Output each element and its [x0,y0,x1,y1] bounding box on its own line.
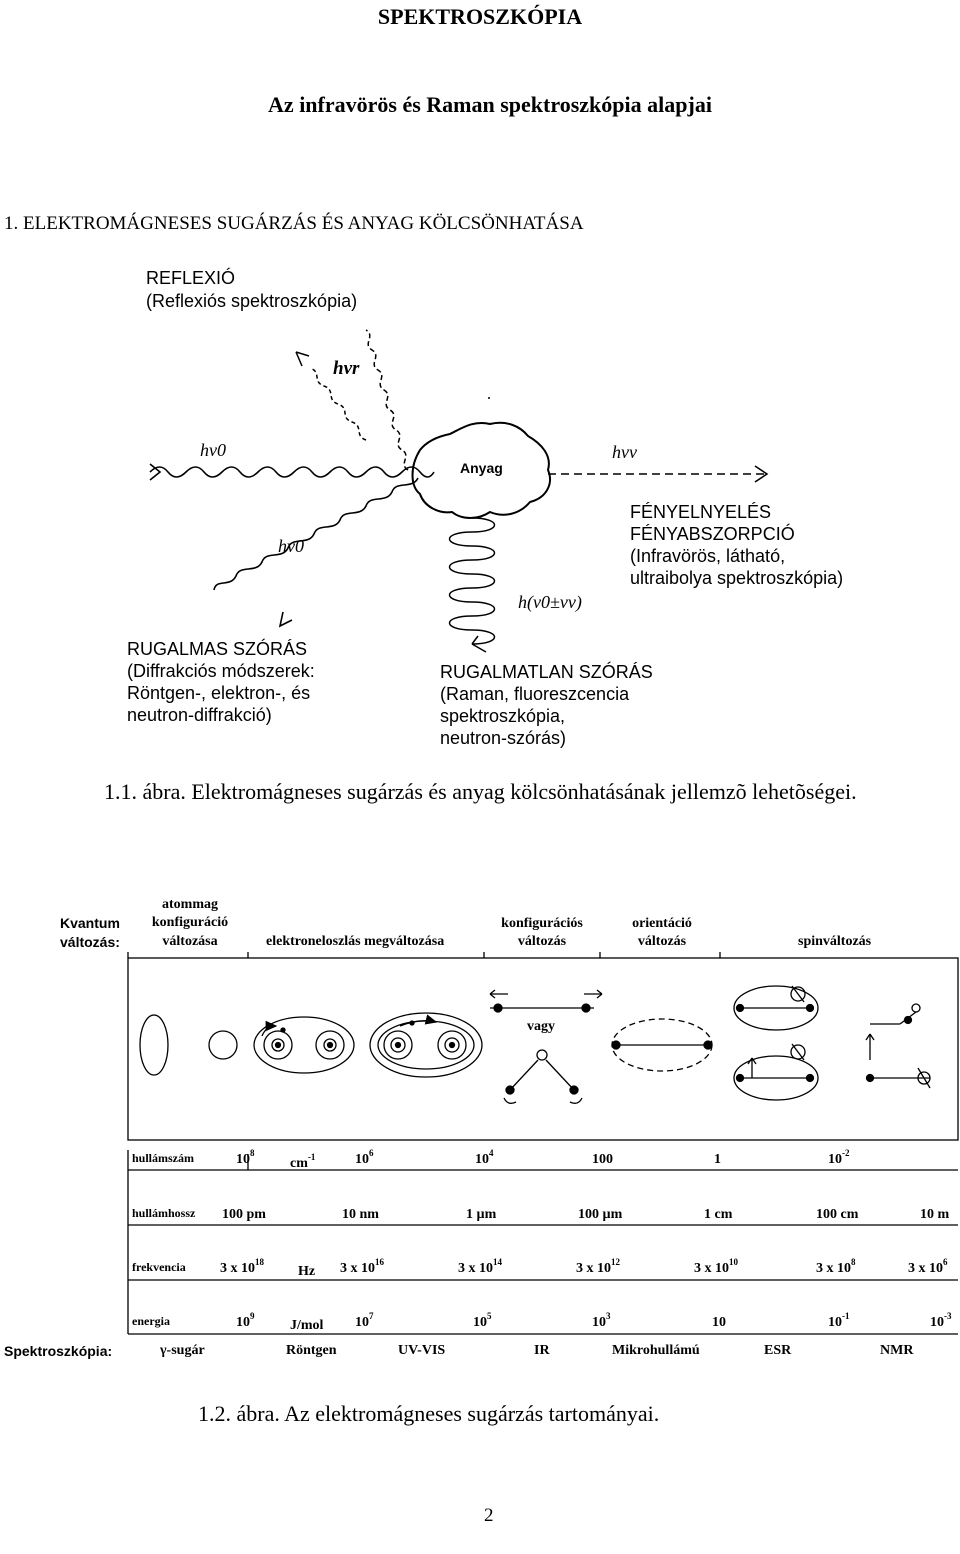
orient-1: orientáció [632,916,692,931]
rugalmas-1: RUGALMAS SZÓRÁS [127,639,308,659]
spektro-range: NMR [880,1343,914,1358]
hullamhossz-value: 100 pm [222,1207,266,1222]
rugalmas-3: Röntgen-, elektron-, és [127,683,311,703]
page-number: 2 [484,1505,494,1526]
energia-value: $10^{-1}$ [828,1311,850,1330]
energia-value: $10^5$ [473,1311,492,1330]
frekvencia-value: 3 x $10^{18}$ [220,1257,264,1276]
frekvencia-value: 3 x $10^6$ [908,1257,948,1276]
rugalmas-2: (Diffrakciós módszerek: [127,661,315,681]
raman-energy-label: h(ν0±νv) [518,592,582,612]
hullamhossz-value: 1 cm [704,1207,733,1222]
unit-hz: Hz [298,1264,316,1279]
anyag-label: Anyag [460,460,503,476]
frekvencia-value: 3 x $10^8$ [816,1257,856,1276]
row-label-hullamszam: hullámszám [132,1151,195,1165]
rugalmatlan-3: spektroszkópia, [440,706,566,726]
figure2-caption: 1.2. ábra. Az elektromágneses sugárzás tartományai. [198,1401,660,1426]
hullamszam-value: $10^6$ [355,1148,374,1167]
rugalmatlan-4: neutron-szórás) [440,728,567,748]
hullamhossz-value: 10 m [920,1207,950,1222]
hullamhossz-value: 10 nm [342,1207,379,1222]
hullamhossz-value: 100 cm [816,1207,859,1222]
spektroszkopia-label: Spektroszkópia: [4,1343,113,1359]
row-label-hullamhossz: hullámhossz [132,1206,196,1220]
hullamszam-value: 100 [592,1152,613,1167]
atommag-1: atommag [162,897,218,912]
energia-value: $10^{-3}$ [930,1311,952,1330]
nucleus-small [209,1031,237,1059]
fenyelnyeles-1: FÉNYELNYELÉS [630,502,772,522]
elektroneloszlas: elektroneloszlás megváltozása [266,934,445,949]
hullamszam-value: $10^8$ [236,1148,255,1167]
spektro-range: UV-VIS [398,1343,446,1358]
hv-r-label: hνr [333,358,360,379]
fenyelnyeles-3: (Infravörös, látható, [630,546,786,566]
hv-v-label: hνv [612,442,637,462]
spektro-range: Mikrohullámú [612,1343,700,1358]
page-subtitle: Az infravörös és Raman spektroszkópia alapjai [268,92,712,117]
spektro-range: ESR [764,1343,792,1358]
hullamszam-value: $10^{-2}$ [828,1148,850,1167]
spinvaltozas: spinváltozás [798,934,872,949]
konfig-2: változás [517,934,567,949]
frekvencia-value: 3 x $10^{12}$ [576,1257,620,1276]
spektro-range: IR [534,1343,550,1358]
hullamszam-value: 1 [714,1152,721,1167]
hullamhossz-value: 1 µm [466,1207,497,1222]
rugalmatlan-1: RUGALMATLAN SZÓRÁS [440,662,653,682]
fenyelnyeles-4: ultraibolya spektroszkópia) [630,568,844,588]
illustration-box [128,958,958,1140]
rugalmatlan-2: (Raman, fluoreszcencia [440,684,630,704]
hv0-top-label: hν0 [200,440,226,460]
orient-2: változás [637,934,687,949]
rugalmas-4: neutron-diffrakció) [127,705,272,725]
unit-jmol: J/mol [290,1318,324,1333]
kvantum-label-1: Kvantum [60,915,120,931]
vagy-label: vagy [527,1019,555,1034]
section-heading: 1. ELEKTROMÁGNESES SUGÁRZÁS ÉS ANYAG KÖLCSÖNHATÁSA [4,213,584,234]
spektro-range: γ-sugár [160,1343,205,1358]
hullamhossz-value: 100 µm [578,1207,623,1222]
energia-value: 10 [712,1315,726,1330]
energia-value: $10^3$ [592,1311,611,1330]
hullamszam-value: $10^4$ [475,1148,494,1167]
figure1-caption: 1.1. ábra. Elektromágneses sugárzás és anyag kölcsönhatásának jellemzõ lehetõségei. [104,779,857,804]
frekvencia-value: 3 x $10^{16}$ [340,1257,384,1276]
spektro-range: Röntgen [286,1343,337,1358]
page-title: SPEKTROSZKÓPIA [377,4,583,29]
unit-cm: $cm^{-1}$ [290,1152,316,1171]
row-label-energia: energia [132,1314,170,1328]
nucleus-large [140,1015,168,1075]
energia-value: $10^7$ [355,1311,374,1330]
atommag-2: konfiguráció [151,915,229,930]
reflexio-subtitle: (Reflexiós spektroszkópia) [146,291,358,311]
atommag-3: változása [162,934,218,949]
frekvencia-value: 3 x $10^{10}$ [694,1257,738,1276]
kvantum-label-2: változás: [60,934,120,950]
energia-value: $10^9$ [236,1311,255,1330]
fenyelnyeles-2: FÉNYABSZORPCIÓ [630,524,795,544]
hv0-left-label: hν0 [278,536,304,556]
reflexio-title: REFLEXIÓ [146,268,236,288]
konfig-1: konfigurációs [501,916,583,931]
row-label-frekvencia: frekvencia [132,1260,186,1274]
frekvencia-value: 3 x $10^{14}$ [458,1257,502,1276]
